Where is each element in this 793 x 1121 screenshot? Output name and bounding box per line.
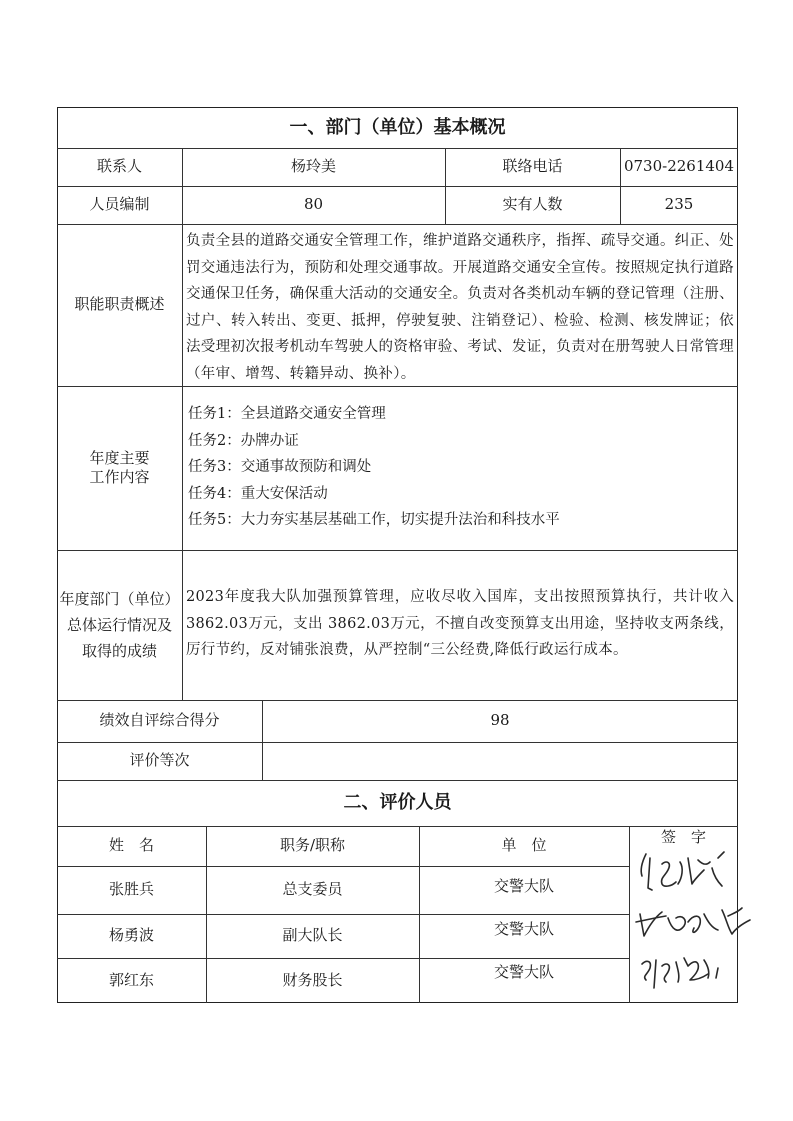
evaluator-unit: 交警大队: [493, 920, 554, 939]
evaluator-name: 张胜兵: [108, 880, 154, 899]
score-label: 绩效自评综合得分: [99, 711, 220, 730]
task-item: 任务2：办牌办证: [188, 432, 299, 449]
task-item: 任务5：大力夯实基层基础工作，切实提升法治和科技水平: [188, 512, 560, 528]
evaluator-position: 总支委员: [282, 880, 343, 899]
evaluator-position: 副大队长: [282, 926, 343, 945]
actual-staff-value: 235: [664, 195, 694, 214]
phone-value: 0730-2261404: [623, 157, 735, 176]
actual-staff-label: 实有人数: [502, 195, 563, 214]
contact-label: 联系人: [96, 157, 142, 176]
section-title-evaluators: 二、评价人员: [343, 792, 452, 814]
evaluator-name: 郭红东: [108, 970, 154, 989]
signature-1: [641, 852, 724, 890]
staff-quota-label: 人员编制: [89, 195, 150, 214]
evaluator-name: 杨勇波: [108, 926, 154, 945]
overall-label-line2: 总体运行情况及: [66, 615, 172, 634]
task-item: 任务3：交通事故预防和调处: [188, 459, 372, 475]
signature-3: [642, 958, 718, 988]
rule: [182, 224, 183, 700]
header-name: 姓 名: [108, 836, 154, 855]
grade-label: 评价等次: [129, 751, 190, 770]
evaluator-unit: 交警大队: [493, 962, 554, 981]
header-position: 职务/职称: [279, 836, 346, 855]
phone-label: 联络电话: [502, 157, 563, 176]
grade-value: [262, 742, 738, 780]
handwritten-signatures: [632, 848, 762, 998]
overall-text: 2023年度我大队加强预算管理，应收尽收入国库，支出按照预算执行，共计收入3862.03万元，支出 3862.03万元，不擅自改变预算支出用途，坚持收支两条线，厉行节约，反对铺张浪费，从严控制“三公经费,降低行政运行成本。: [186, 589, 734, 658]
header-signature: 签 字: [660, 828, 706, 847]
overall-label-line3: 取得的成绩: [81, 642, 157, 661]
duties-text: 负责全县的道路交通安全管理工作，维护道路交通秩序，指挥、疏导交通。纠正、处罚交通违法行为，预防和处理交通事故。开展道路交通安全宣传。按照规定执行道路交通保卫任务，确保重大活动的交通安全。负责对各类机动车辆的登记管理（注册、过户、转入转出、变更、抵押，停驶复驶、注销登记）、检验、检测、核发牌证；依法受理初次报考机动车驾驶人的资格审验、考试、发证，负责对在册驾驶人日常管理（年审、增驾、转籍异动、换补）。: [186, 233, 734, 382]
overall-label-line1: 年度部门（单位）: [59, 589, 180, 608]
evaluator-position: 财务股长: [282, 970, 343, 989]
work-label-line1: 年度主要: [89, 448, 150, 467]
score-value: 98: [490, 711, 510, 730]
task-item: 任务1：全县道路交通安全管理: [188, 406, 386, 422]
overall-label: [57, 550, 182, 700]
staff-quota-value: 80: [303, 195, 324, 214]
work-label: [57, 386, 182, 550]
task-list: [188, 401, 560, 534]
task-item: 任务4：重大安保活动: [188, 485, 328, 502]
section-title-basic-info: 一、部门（单位）基本概况: [289, 116, 506, 138]
header-unit: 单 位: [501, 836, 547, 855]
duties-label: 职能职责概述: [74, 295, 165, 314]
signature-2: [636, 908, 750, 936]
work-label-line2: 工作内容: [89, 468, 150, 486]
contact-value: 杨玲美: [290, 157, 336, 176]
evaluator-unit: 交警大队: [493, 877, 554, 896]
